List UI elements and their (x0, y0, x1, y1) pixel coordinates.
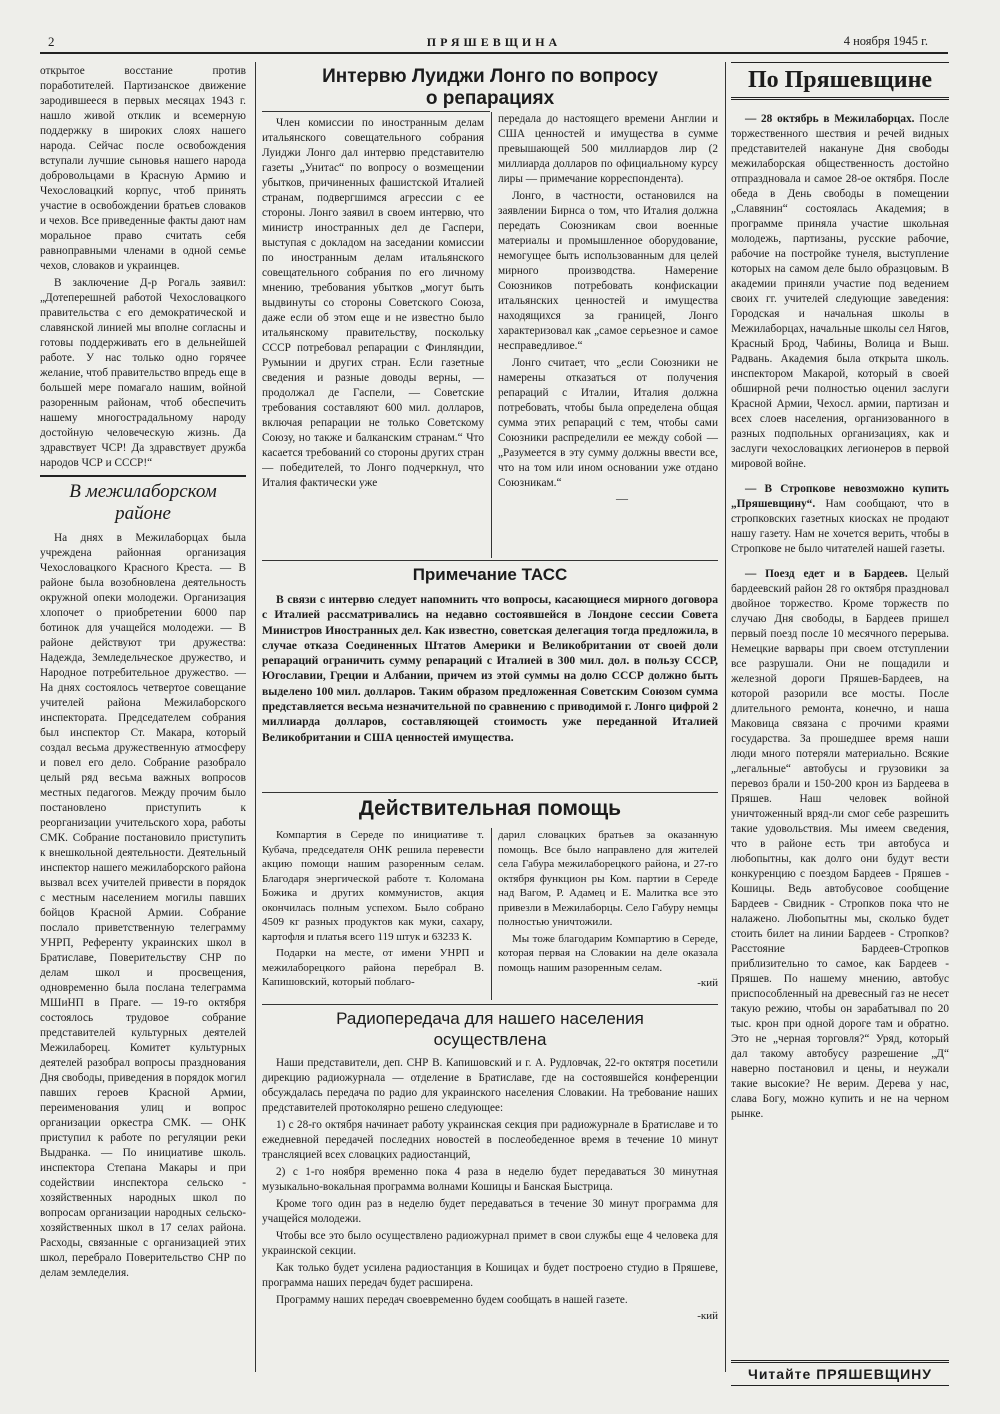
title-line: Радиопередача для нашего населения (336, 1009, 644, 1028)
article-text: Наши представители, деп. СНР В. Капишовский и г. А. Рудловчак, 22-го октятря посетили дирекцию радиожурнала — отделение в Братиславе, где на состоявшейся конференции обсуждалась передача по радио для украинского населения Словакии. На требование наших представителей протоколярно решено следующее: (262, 1057, 718, 1114)
news-item-lead: — В Стропкове невозможно купить „Пряшевщину“. (731, 483, 949, 510)
article-text: открытое восстание против поработителей. Партизанское движение зародившееся в первых месяцах 1943 г. нашло живой отклик и всемерную поддержку в широких слоях нашего народа. Сейчас после освобождения вступали лучшие сыновья нашего народа добровольцами в Красную Армию и Чехословацкий корпус, чтоб принять участие в освобождении братьев словаков и чехов. Все приведенные факты дают нам моральное право считать себя равноправными членами в одной семье чехов, словаков и украинцев. (40, 65, 246, 272)
help-header (262, 796, 718, 828)
article-text: передала до настоящего времени Англии и США ценностей и имущества в сумме превышающей 500 миллиардов лир (2 миллиарда долларов по официальному курсу лиры — примечание корреспондента). (498, 113, 718, 185)
tass-rule (262, 560, 718, 561)
signature: -кий (697, 977, 718, 989)
article-text: Член комиссии по иностранным делам итальянского совещательного собрания Луиджи Лонго дал интервю представителю газеты „Унитас“ по вопросу о возмещении убытков, причиненных фашистской Италией странам, подвергшимся агрессии с ее стороны. Лонго заявил в своем интервю, что министр иностранных дел де Гаспери, выступая с докладом на заседании комиссии по иностранным делам итальянского совещательного собрания по его личному мнению, требования убытков „могут быть выдвинуты со стороны Советского Союза, даже если об этом еще и не известно было итальянскому правительству, поскольку СССР потребовал репарации с Финляндии, Румынии и других стран. Если газетные сведения и разные доводы верны, — продолжал де Гаспели, — Советские требования составляют 600 мил. долларов, включая репарации не только Советскому Союзу, но также и балканским странам.“ Что касается требований со стороны других стран — победителей, то Лонго подчеркнул, что Италия фактически уже (262, 117, 484, 489)
radio-rule (262, 1004, 718, 1005)
help-right-column (498, 828, 718, 1000)
title-line: В межилаборском (69, 481, 217, 502)
help-divider (491, 828, 492, 1000)
help-left-column (262, 828, 484, 1000)
article-text: дарил словацких братьев за оказанную помощь. Все было направлено для жителей села Габура межилаборецкого района, и 27-го октября функцион ры Ком. партии в Середе над Вагом, Р. Адамец и Е. Малитка все это привезли в Межилаборцы. Село Габуру немцы полностью уничтожили. (498, 829, 718, 928)
news-item-text: Нам сообщают, что в стропковских газетных киосках не продают нашу газету. Нам не хочется верить, чтобы в Стропкове не было читателей нашей газеты. (731, 498, 949, 555)
signature: -кий (697, 1310, 718, 1322)
news-item-text: После торжественного шествия и речей видных представителей накануне Дня свободы межилаборская общественность достойно отпраздновала и самое 28-ое октября. После обеда в День свободы в помещении „Славянин“ состоялась Академия; в программе приняла участие школьная молодежь, партизаны, русские рабочие, рабочие на постройке тунеля, выступление которых на самом деле было образцовым. В академии приняли участие под ведением своих гг. учителей следующие заведения: Городская и начальная школы в Межилаборцах, начальные школы сел Нягов, Красный Брод, Чабины, Волица и Выш. Радвань. Академия была открыта школь. инспектором Макарой, который в своей обширной речи полностью оценил заслуги Красной Армии, Чехосл. армии, партизан и всех слоев населения, организованного в разных подпольных организациях, как и заслуги чехословацких легионеров в первой мировой войне. (731, 113, 949, 470)
help-rule (262, 792, 718, 793)
column-divider-right (725, 62, 726, 1372)
article-text: Мы тоже благодарим Компартию в Середе, которая первая на Словакии на деле оказала помощь нашим разоренным селам. (498, 932, 718, 974)
news-item-lead: — 28 октябрь в Межилаборцах. (745, 113, 915, 125)
title-line: Интервю Луиджи Лонго по вопросу (322, 66, 658, 87)
interview-divider (491, 112, 492, 558)
column-1 (40, 64, 246, 1374)
column-divider-left (255, 62, 256, 1372)
region-news-title: По Пряшевщине (731, 62, 949, 100)
article-text: Чтобы все это было осуществлено радиожурнал примет в свои службы еще 4 человека для украинской секции. (262, 1230, 718, 1257)
article-text: Кроме того один раз в неделю будет передаваться в течение 30 минут программа для учащейся молодежи. (262, 1198, 718, 1225)
interview-rule (262, 111, 490, 112)
article-text: Лонго считает, что „если Союзники не намерены отказаться от получения репараций с Италии, Италия должна потребовать, чтобы была определена общая сумма этих репараций с тем, чтобы сами Союзники распределили ее между собой — „Разумеется в эту сумму должны ввести все, что на том или ином основании уже отдано Союзникам.“ (498, 357, 718, 489)
read-paper-banner: Читайте ПРЯШЕВЩИНУ (731, 1360, 949, 1386)
section-rule (40, 475, 246, 477)
masthead (40, 32, 948, 54)
title-line: районе (115, 503, 171, 524)
article-text: В заключение Д-р Рогаль заявил: „Дотеперешней работой Чехословацкого правительства с его демократической и славянской линией мы вполне согласны и готовы поддерживать его в дельнейшей работе. У нас только одно горячее желание, чтоб правительство впредь еще в большей мере помагало нашим, войной разоренным районам, чтоб обеспечить нашему многострадальному народу достойную человеческую жизнь. Да здравствует ЧСР! Да здравствует дружба народов ЧСР и СССР!“ (40, 277, 246, 469)
interview-title (262, 66, 718, 110)
news-item (731, 567, 949, 1122)
help-title: Действительная помощь (358, 797, 622, 820)
news-item (731, 482, 949, 557)
article-text: Компартия в Середе по инициативе т. Кубача, председателя ОНК решила перевести акцию помощи нашим разоренным селам. Благодаря энергической работе т. Коломана Божика и других коммунистов, акция окончилась полным успехом. Было собрано 4509 кг разных продуктов как муки, сахару, картофля и платья всего 119 штук и 63233 К. (262, 829, 484, 943)
news-item (731, 112, 949, 472)
article-text: Как только будет усилена радиостанция в Кошицах и будет построено студио в Пряшеве, программа наших передач будет расширена. (262, 1262, 718, 1289)
interview-left-column (262, 116, 484, 560)
page-number: 2 (48, 34, 55, 49)
radio-section (262, 1008, 718, 1368)
article-text: Подарки на месте, от имени УНРП и межилаборецкого района перебрал В. Капишовский, который поблаго- (262, 947, 484, 988)
article-text: Лонго, в частности, остановился на заявлении Бирнса о том, что Италия должна передать Союзникам свои военные материалы и промышленное оборудование, немогущее быть использованным для целей мирного производства. Намерение Союзников потребовать конфискации итальянских ценностей и имущества находящихся за границей, Лонго характеризовал как „самое серьезное и самое несправедливое.“ (498, 190, 718, 352)
section-title-mezhilaborets (40, 481, 246, 525)
article-text: 2) с 1-го ноября временно пока 4 раза в неделю будет передаваться 30 минутная музыкально-вокальная программа волнами Кошицы и Банская Быстрица. (262, 1166, 718, 1193)
article-text: 1) с 28-го октября начинает работу украинская секция при радиожурнале в Братиславе и то ежедневной передачей последних новостей в послеобеденное время в течение 10 минут трансляцией всех словацких радиостанций, (262, 1119, 718, 1161)
paper-name: ПРЯШЕВЩИНА (426, 35, 562, 49)
tass-text: В связи с интервю следует напомнить что вопросы, касающиеся мирного договора с Италией рассматривались на недавно состоявшейся в Лондоне сессии Совета Министров Иностранных дел. Как известно, советская делегация тогда предложила, в случае отказа Соединенных Штатов Америки и Великобритании от своей доли репараций ограничить сумму репараций с Италией в 300 мил. дол. в пользу СССР, Югославии, Греции и Албании, причем из этой суммы на долю СССР должно быть выделено 100 мил. долларов. Таким образом предложенная Советским Союзом сумма представляется весьма незначительной по сравнению с приводимой г. Лонго цифрой 2 миллиарда долларов, составляющей стоимость уже переданной Италией Великобритании и США ценностей имущества. (262, 593, 718, 744)
title-line: о репарациях (425, 88, 555, 109)
tass-section (262, 562, 718, 792)
interview-right-column (498, 112, 718, 552)
radio-title (262, 1008, 718, 1050)
news-item-lead: — Поезд едет и в Бардеев. (745, 568, 908, 580)
issue-date: 4 ноября 1945 г. (843, 34, 928, 48)
title-line: осуществлена (433, 1030, 547, 1049)
article-text: На днях в Межилаборцах была учреждена районная организация Чехословацкого Красного Креста. — В районе была возобновлена деятельность окружной опеки молодежи. Организация хлопочет о приобретении 6000 пар ботинок для учащейся молодежи. — В районе действуют три дружества: Надежда, Земледельческое дружество, и Народное потребительное дружество. — На днях состоялось четвертое совещание учителей района Межилаборского инспектората. Председателем собрания был инспектор Ст. Макара, который создал весьма дружественную атмосферу и повел его дело. Собрание разобрало целый ряд весьма важных вопросов местных педагогов. Между прочим было постановлено приступить к реорганизации учительского хора, работы СМК. Собрание постановило приступить к внешкольной деятельности. Деятельный инспектор нашего межилаборского района вызвал всех учителей привести в порядок с местным населением могилы павших бойцов Красной Армии. Собрание послало приветственную телеграмму УНРП, Референту украинских школ в Братиславе, Поверительству СНР по делам школ и просвещения, одновременно была послана телеграмма МШиНП в Праге. — 19-го октября состоялось трудовое собрание представителей культурных деятелей Межилаборец. Комитет культурных деятелей разобрал вопросы празднования Дня свободы, приведения в порядок могил павших героев Красной Армии, переименования улиц и вопрос организации оркестра СМК. — ОНК приступил к работе по регуляции реки Выдранка. — По инициативе школь. инспектора Степана Макары и при содействии инспектора сельско - хозяйственных народных школ по вопросам организации народных сельско-хозяйственных школ в 17 селах района. Расходы, связанные с организацией этих школ, перебрало Поверительство СНР по делам земледелия. (40, 532, 246, 1279)
tass-title: Примечание ТАСС (412, 565, 568, 584)
news-item-text: Целый бардеевский район 28 го октября праздновал двойное торжество. Кроме торжеств по случаю Дня свободы, в Бардеев пришел первый поезд после 10 месячного перерыва. Немецкие варвары при своем отступлении все разрушали. Они не пощадили и железной дороги Пряшев-Бардеев, на которой разорили все мосты. После длительного ремонта, конечно, и наша Маковица связана с прочими краями государства. За прошедшее время наши люди много потеряли материально. Всякие „легальные“ автобусы и грузовики за перевоз брали и 150-200 крон из Бардеева в Пряшев. Наш человек войной уничтоженный вряд-ли смог себе разрешить такие удовольствия. Мы имеем сведения, что в районе есть три автобуса и любопытны, как долго они будут вести конкуренцию с поездом Бардеев - Пряшев - Кошицы. Ведь автобусовое сообщение Бардеев - Свидник - Стропков пока что не налажено. Любопытны мы, сколько будет стоить билет на линии Бардеев - Стропков? Расстояние Бардеев-Стропков приблизительно то самое, как Бардеев - Пряшев. По нашему мнению, автобус приспособленный на древесный газ не несет такую режию, чтобы он зарабатывал по 20 тыс. крон при одной дороге там и обратно. Это не „черная торговля?“ Уряд, который дал такому автобусу разрешение „Д“ наверно постановил и цены, и неужали такие высокие? Не верим. Дерева у нас, слава Богу, можно купить и не на черном рынке. (731, 568, 949, 1120)
article-text: Программу наших передач своевременно будем сообщать в нашей газете. (276, 1294, 628, 1306)
end-dash: — (616, 491, 628, 505)
column-3 (731, 62, 949, 1352)
